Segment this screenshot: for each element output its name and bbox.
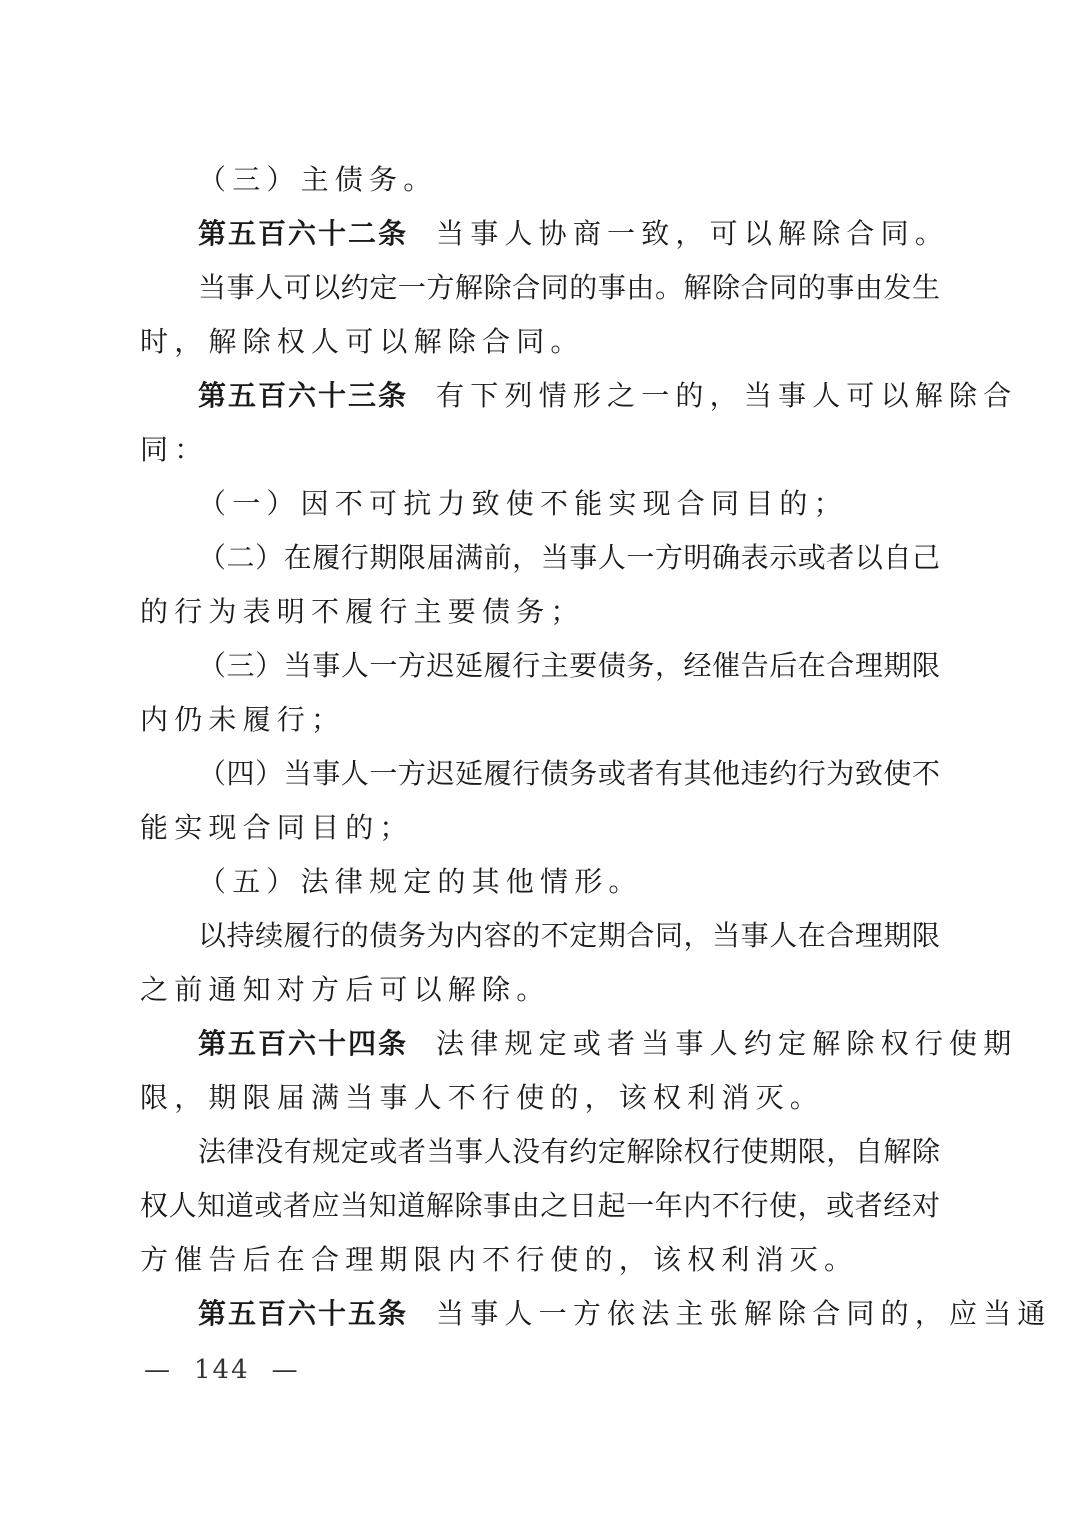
page-number: 144 <box>194 1355 250 1385</box>
text-line: 同： <box>140 433 209 466</box>
text-line: 之前通知对方后可以解除。 <box>140 973 551 1006</box>
text-line: 方催告后在合理期限内不行使的，该权利消灭。 <box>140 1243 859 1276</box>
text-line: 限，期限届满当事人不行使的，该权利消灭。 <box>140 1081 825 1114</box>
text-line: 法律没有规定或者当事人没有约定解除权行使期限，自解除 <box>198 1135 940 1168</box>
list-item: （一）因不可抗力致使不能实现合同目的； <box>198 487 848 520</box>
text-line: 内仍未履行； <box>140 703 346 736</box>
text-line: （三）主债务。 <box>198 163 438 196</box>
article-564-line: 第五百六十四条 法律规定或者当事人约定解除权行使期 <box>198 1027 1018 1060</box>
text-line: 的行为表明不履行主要债务； <box>140 595 585 628</box>
article-565-line: 第五百六十五条 当事人一方依法主张解除合同的，应当通 <box>198 1297 1052 1330</box>
text-line: 能实现合同目的； <box>140 811 414 844</box>
list-item: （三）当事人一方迟延履行主要债务，经催告后在合理期限 <box>198 649 940 682</box>
footer-dash-left: — <box>144 1355 172 1385</box>
article-heading: 第五百六十三条 <box>198 379 409 412</box>
text-line: 当事人可以约定一方解除合同的事由。解除合同的事由发生 <box>198 271 940 304</box>
article-heading: 第五百六十二条 <box>198 217 409 250</box>
list-item: （二）在履行期限届满前，当事人一方明确表示或者以自己 <box>198 541 940 574</box>
article-heading: 第五百六十五条 <box>198 1297 409 1330</box>
text-line: 时，解除权人可以解除合同。 <box>140 325 585 358</box>
text-line: 以持续履行的债务为内容的不定期合同，当事人在合理期限 <box>198 919 940 952</box>
footer-dash-right: — <box>271 1355 300 1385</box>
article-562-line: 第五百六十二条 当事人协商一致，可以解除合同。 <box>198 217 950 250</box>
list-item: （五）法律规定的其他情形。 <box>198 865 643 898</box>
list-item: （四）当事人一方迟延履行债务或者有其他违约行为致使不 <box>198 757 940 790</box>
page-footer <box>140 1352 304 1388</box>
article-heading: 第五百六十四条 <box>198 1027 409 1060</box>
article-563-line: 第五百六十三条 有下列情形之一的，当事人可以解除合 <box>198 379 1018 412</box>
text-line: 权人知道或者应当知道解除事由之日起一年内不行使，或者经对 <box>140 1189 940 1222</box>
